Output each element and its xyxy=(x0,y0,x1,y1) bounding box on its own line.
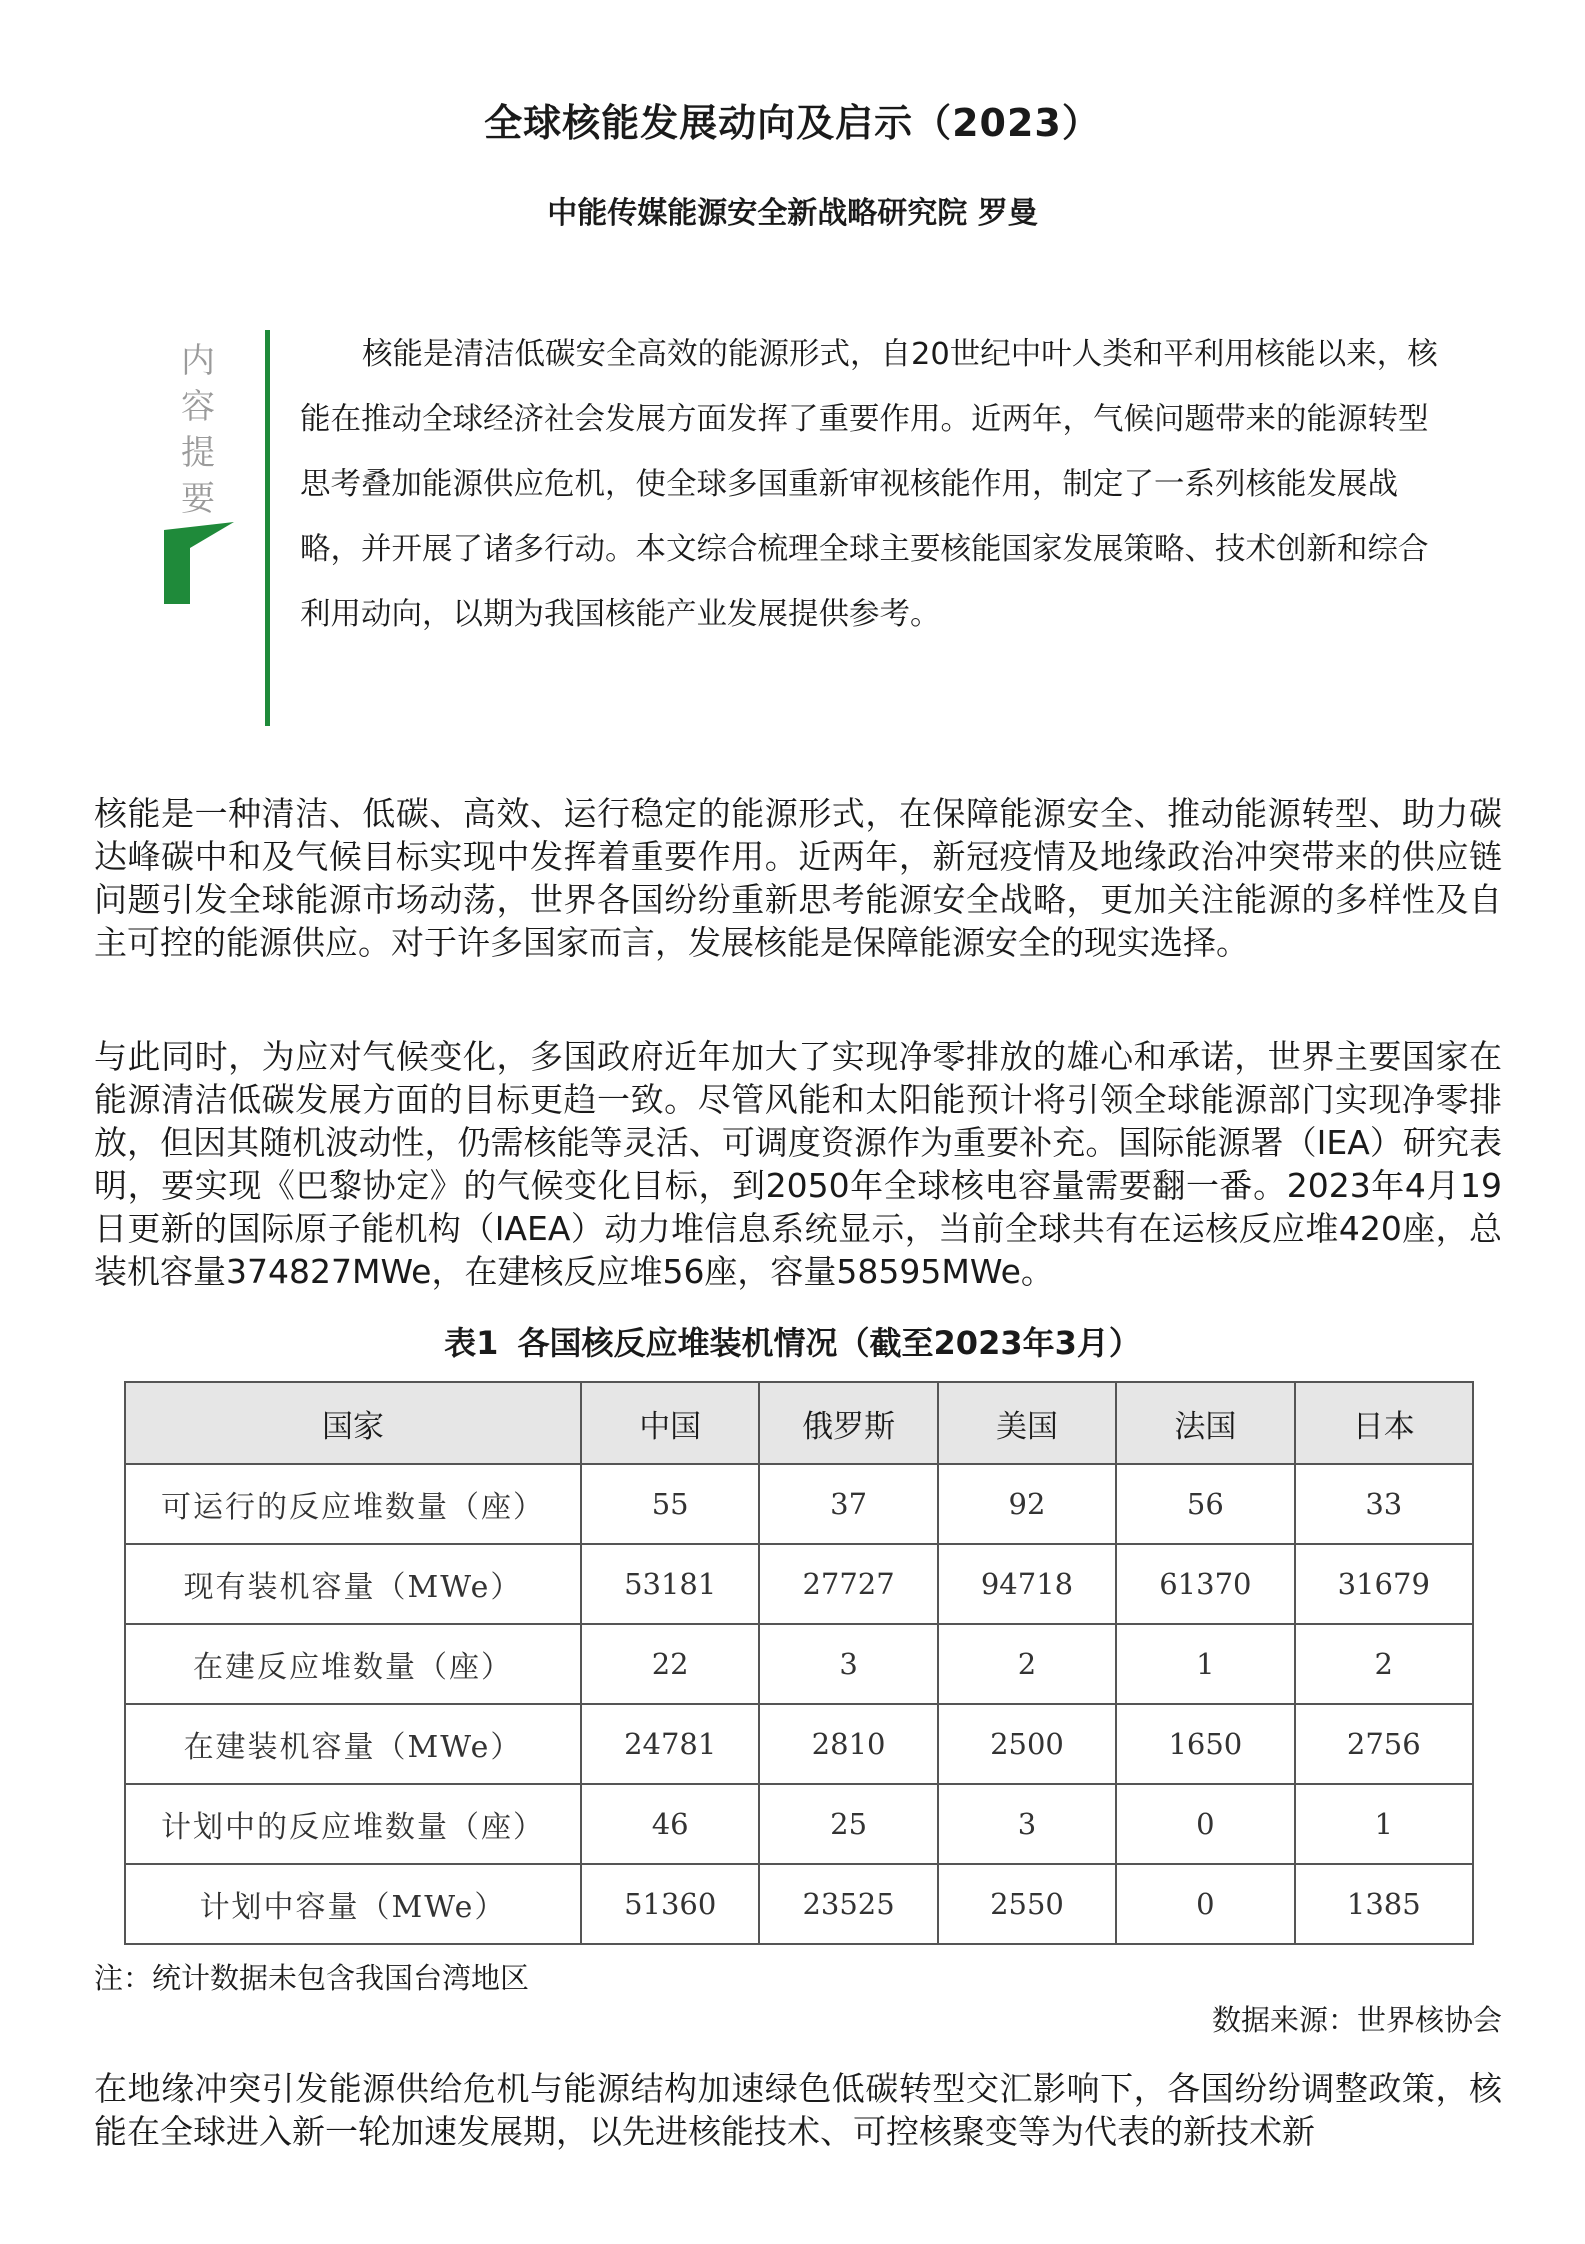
table-cell: 1 xyxy=(1295,1784,1473,1864)
table-cell: 56 xyxy=(1116,1464,1294,1544)
table-cell: 2 xyxy=(938,1624,1116,1704)
reactor-table xyxy=(124,1381,1474,1945)
table-cell: 1 xyxy=(1116,1624,1294,1704)
table-cell: 92 xyxy=(938,1464,1116,1544)
table-cell: 24781 xyxy=(581,1704,759,1784)
table-header-row xyxy=(125,1382,1473,1464)
abstract-label-char: 容 xyxy=(181,387,215,427)
table-cell: 23525 xyxy=(759,1864,937,1944)
table-cell: 61370 xyxy=(1116,1544,1294,1624)
table-cell: 53181 xyxy=(581,1544,759,1624)
table-cell: 31679 xyxy=(1295,1544,1473,1624)
table-caption: 表1 各国核反应堆装机情况（截至2023年3月） xyxy=(444,1324,1141,1362)
table-cell: 46 xyxy=(581,1784,759,1864)
row-label: 在建反应堆数量（座） xyxy=(125,1624,581,1704)
table-header-cell: 美国 xyxy=(938,1382,1116,1464)
table-header-cell: 日本 xyxy=(1295,1382,1473,1464)
table-cell: 0 xyxy=(1116,1784,1294,1864)
table-cell: 3 xyxy=(938,1784,1116,1864)
table-cell: 2550 xyxy=(938,1864,1116,1944)
table-cell: 3 xyxy=(759,1624,937,1704)
table-header-cell: 中国 xyxy=(581,1382,759,1464)
table-row xyxy=(125,1544,1473,1624)
table-cell: 1385 xyxy=(1295,1864,1473,1944)
table-row xyxy=(125,1624,1473,1704)
abstract-label-char: 提 xyxy=(181,433,215,473)
body-paragraph-3: 在地缘冲突引发能源供给危机与能源结构加速绿色低碳转型交汇影响下，各国纷纷调整政策，核能在全球进入新一轮加速发展期，以先进核能技术、可控核聚变等为代表的新技术新 xyxy=(94,2069,1502,2151)
row-label: 计划中容量（MWe） xyxy=(125,1864,581,1944)
table-cell: 1650 xyxy=(1116,1704,1294,1784)
abstract-label xyxy=(178,338,218,522)
body-paragraph-1: 核能是一种清洁、低碳、高效、运行稳定的能源形式，在保障能源安全、推动能源转型、助力碳达峰碳中和及气候目标实现中发挥着重要作用。近两年，新冠疫情及地缘政治冲突带来的供应链问题引发全球能源市场动荡，世界各国纷纷重新思考能源安全战略，更加关注能源的多样性及自主可控的能源供应。对于许多国家而言，发展核能是保障能源安全的现实选择。 xyxy=(94,794,1502,962)
table-cell: 2500 xyxy=(938,1704,1116,1784)
table-cell: 27727 xyxy=(759,1544,937,1624)
table-cell: 2810 xyxy=(759,1704,937,1784)
abstract-divider xyxy=(265,330,270,726)
green-flag-icon xyxy=(164,522,234,604)
table-cell: 55 xyxy=(581,1464,759,1544)
table-cell: 33 xyxy=(1295,1464,1473,1544)
table-header-cell: 俄罗斯 xyxy=(759,1382,937,1464)
table-cell: 0 xyxy=(1116,1864,1294,1944)
table-cell: 2 xyxy=(1295,1624,1473,1704)
table-row xyxy=(125,1464,1473,1544)
row-label: 现有装机容量（MWe） xyxy=(125,1544,581,1624)
table-cell: 2756 xyxy=(1295,1704,1473,1784)
table-row xyxy=(125,1864,1473,1944)
table-note: 注：统计数据未包含我国台湾地区 xyxy=(94,1961,530,1995)
table-cell: 94718 xyxy=(938,1544,1116,1624)
body-paragraph-2: 与此同时，为应对气候变化，多国政府近年加大了实现净零排放的雄心和承诺，世界主要国家在能源清洁低碳发展方面的目标更趋一致。尽管风能和太阳能预计将引领全球能源部门实现净零排放，但因其随机波动性，仍需核能等灵活、可调度资源作为重要补充。国际能源署（IEA）研究表明，要实现《巴黎协定》的气候变化目标，到2050年全球核电容量需要翻一番。2023年4月19日更新的国际原子能机构（IAEA）动力堆信息系统显示，当前全球共有在运核反应堆420座，总装机容量374827MWe，在建核反应堆56座，容量58595MWe。 xyxy=(94,1037,1502,1291)
table-cell: 25 xyxy=(759,1784,937,1864)
row-label: 计划中的反应堆数量（座） xyxy=(125,1784,581,1864)
table-cell: 37 xyxy=(759,1464,937,1544)
abstract-label-char: 内 xyxy=(181,341,215,381)
table-header-cell: 法国 xyxy=(1116,1382,1294,1464)
table-cell: 51360 xyxy=(581,1864,759,1944)
page-title: 全球核能发展动向及启示（2023） xyxy=(484,101,1101,145)
table-header-cell: 国家 xyxy=(125,1382,581,1464)
author-line: 中能传媒能源安全新战略研究院 罗曼 xyxy=(547,196,1038,231)
table-row xyxy=(125,1784,1473,1864)
row-label: 可运行的反应堆数量（座） xyxy=(125,1464,581,1544)
table-row xyxy=(125,1704,1473,1784)
row-label: 在建装机容量（MWe） xyxy=(125,1704,581,1784)
data-source: 数据来源：世界核协会 xyxy=(1211,2003,1502,2037)
table-cell: 22 xyxy=(581,1624,759,1704)
abstract-text: 核能是清洁低碳安全高效的能源形式，自20世纪中叶人类和平利用核能以来，核能在推动全球经济社会发展方面发挥了重要作用。近两年，气候问题带来的能源转型思考叠加能源供应危机，使全球多国重新审视核能作用，制定了一系列核能发展战略，并开展了诸多行动。本文综合梳理全球主要核能国家发展策略、技术创新和综合利用动向，以期为我国核能产业发展提供参考。 xyxy=(300,337,1438,632)
abstract-label-char: 要 xyxy=(181,479,215,519)
